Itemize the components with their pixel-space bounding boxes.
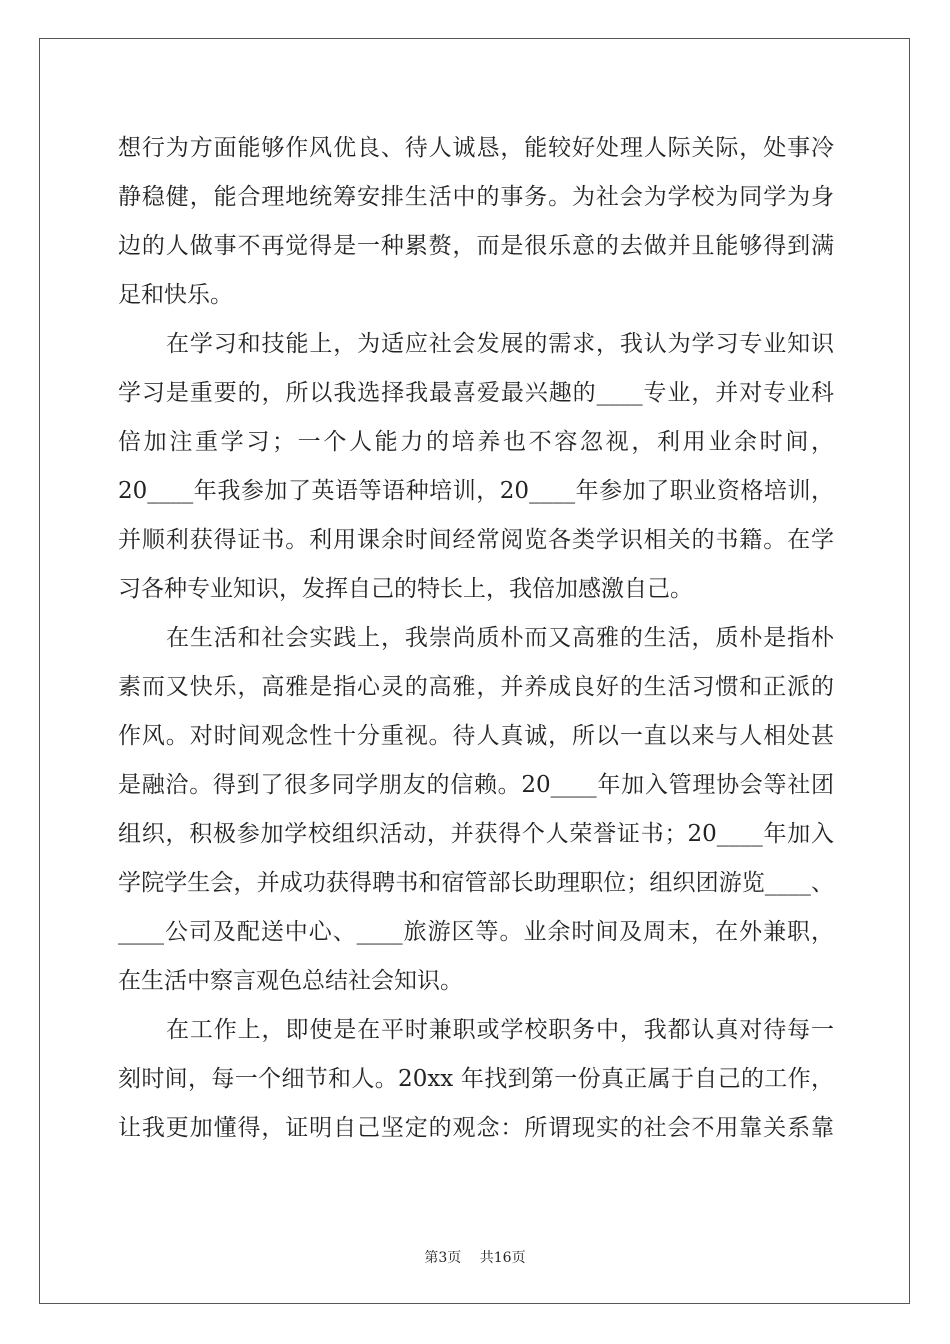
text-line: 习各种专业知识，发挥自己的特长上，我倍加感激自己。 (118, 576, 693, 602)
text-line: 在学习和技能上，为适应社会发展的需求，我认为学习专业知识 (166, 331, 834, 357)
text-line: 组织，积极参加学校组织活动，并获得个人荣誉证书；20____年加入 (118, 821, 834, 847)
text-line: 倍加注重学习；一个人能力的培养也不容忽视，利用业余时间， (118, 429, 834, 455)
text-line: 是融洽。得到了很多同学朋友的信赖。20____年加入管理协会等社团 (118, 772, 834, 798)
document-body (118, 124, 834, 1153)
text-line: 学院学生会，并成功获得聘书和宿管部长助理职位；组织团游览____、 (118, 870, 834, 896)
text-line: ____公司及配送中心、____旅游区等。业余时间及周末，在外兼职， (118, 919, 834, 945)
page-footer (0, 1247, 950, 1267)
text-line: 边的人做事不再觉得是一种累赘，而是很乐意的去做并且能够得到满 (118, 233, 834, 259)
text-line: 在工作上，即使是在平时兼职或学校职务中，我都认真对待每一 (166, 1017, 834, 1043)
text-line: 在生活和社会实践上，我崇尚质朴而又高雅的生活，质朴是指朴 (166, 625, 834, 651)
text-line: 静稳健，能合理地统筹安排生活中的事务。为社会为学校为同学为身 (118, 184, 834, 210)
page-total-label: 共16页 (479, 1250, 526, 1266)
text-line: 刻时间，每一个细节和人。20xx 年找到第一份真正属于自己的工作， (118, 1066, 834, 1092)
text-line: 素而又快乐，高雅是指心灵的高雅，并养成良好的生活习惯和正派的 (118, 674, 834, 700)
text-line: 想行为方面能够作风优良、待人诚恳，能较好处理人际关际，处事冷 (118, 135, 834, 161)
text-line: 学习是重要的，所以我选择我最喜爱最兴趣的____专业，并对专业科 (118, 380, 834, 406)
text-line: 并顺利获得证书。利用课余时间经常阅览各类学识相关的书籍。在学 (118, 527, 834, 553)
text-line: 作风。对时间观念性十分重视。待人真诚，所以一直以来与人相处甚 (118, 723, 834, 749)
text-line: 在生活中察言观色总结社会知识。 (118, 968, 463, 994)
text-line: 20____年我参加了英语等语种培训，20____年参加了职业资格培训， (118, 478, 834, 504)
page-current-label: 第3页 (424, 1250, 462, 1266)
text-line: 足和快乐。 (118, 282, 233, 308)
text-line: 让我更加懂得，证明自己坚定的观念：所谓现实的社会不用靠关系靠 (118, 1115, 834, 1141)
